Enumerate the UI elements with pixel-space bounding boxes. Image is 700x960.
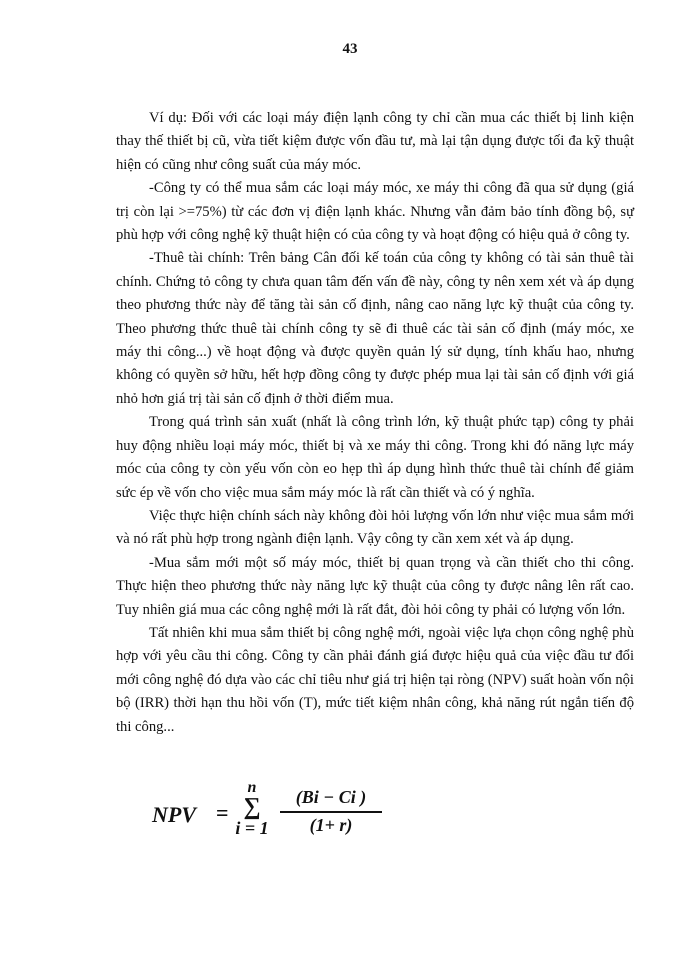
summation-upper-limit: n bbox=[247, 779, 257, 796]
summation bbox=[232, 780, 272, 838]
summation-symbol: ∑ bbox=[243, 794, 261, 820]
npv-formula bbox=[150, 780, 450, 850]
fraction-denominator: (1+ r) bbox=[309, 815, 353, 835]
page-number: 43 bbox=[342, 41, 358, 57]
fraction-numerator: (Bi − Ci ) bbox=[295, 787, 367, 807]
paragraph-new-purchase: -Mua sắm mới một số máy móc, thiết bị quan trọng và cần thiết cho thi công. Thực hiện theo phương thức này năng lực kỹ thuật của công ty được nâng lên rất cao. Tuy nhiên giá mua các công nghệ mới là rất đắt, đòi hỏi công ty phải có lượng vốn lớn. bbox=[116, 554, 634, 618]
paragraph-production-process: Trong quá trình sản xuất (nhất là công trình lớn, kỹ thuật phức tạp) công ty phải huy động nhiều loại máy móc, thiết bị và xe máy thi công. Trong khi đó năng lực máy móc của công ty còn yếu vốn còn eo hẹp thì áp dụng hình thức thuê tài chính để giảm sức ép về vốn cho việc mua sắm máy móc là rất cần thiết và có ý nghĩa. bbox=[116, 414, 634, 501]
summation-lower-limit: i = 1 bbox=[235, 818, 269, 838]
paragraph-example: Ví dụ: Đối với các loại máy điện lạnh công ty chỉ cần mua các thiết bị linh kiện thay thế thiết bị cũ, vừa tiết kiệm được vốn đầu tư, mà lại tận dụng được tối đa kỹ thuật hiện có cũng như công suất của máy móc. bbox=[116, 110, 634, 173]
formula-equals: = bbox=[216, 800, 229, 825]
paragraph-evaluation: Tất nhiên khi mua sắm thiết bị công nghệ mới, ngoài việc lựa chọn công nghệ phù hợp với yêu cầu thi công. Công ty cần phải đánh giá được hiệu quả của việc đầu tư đổi mới công nghệ đó dựa vào các chỉ tiêu như giá trị hiện tại ròng (NPV) suất hoàn vốn nội bộ (IRR) thời hạn thu hồi vốn (T), mức tiết kiệm nhân công, khả năng rút ngắn tiến độ thi công... bbox=[116, 624, 634, 735]
paragraph-policy: Việc thực hiện chính sách này không đòi hỏi lượng vốn lớn như việc mua sắm mới và nó rất phù hợp trong ngành điện lạnh. Vậy công ty cần xem xét và áp dụng. bbox=[116, 507, 634, 548]
paragraph-financial-lease: -Thuê tài chính: Trên bảng Cân đối kế toán của công ty không có tài sản thuê tài chính. Chứng tỏ công ty chưa quan tâm đến vấn đề này, công ty nên xem xét và áp dụng theo phương thức này để tăng tài sản cố định, nâng cao năng lực kỹ thuật của công ty. Theo phương thức thuê tài chính công ty sẽ đi thuê các tài sản cố định (máy móc, xe máy thi công...) về hoạt động và được quyền quản lý sử dụng, tính khấu hao, nhưng không có quyền sở hữu, hết hợp đồng công ty được phép mua lại tài sản cố định với giá nhỏ hơn giá trị tài sản cố định ở thời điểm mua. bbox=[116, 250, 634, 407]
paragraph-used-equipment: -Công ty có thể mua sắm các loại máy móc, xe máy thi công đã qua sử dụng (giá trị còn lại >=75%) từ các đơn vị điện lạnh khác. Nhưng vẫn đảm bảo tính đồng bộ, sự phù hợp với công nghệ kỹ thuật hiện có của công ty và hoạt động có hiệu quả ở công ty. bbox=[116, 180, 634, 244]
formula-lhs: NPV bbox=[152, 802, 196, 827]
fraction bbox=[276, 786, 386, 837]
document-body bbox=[116, 107, 634, 739]
